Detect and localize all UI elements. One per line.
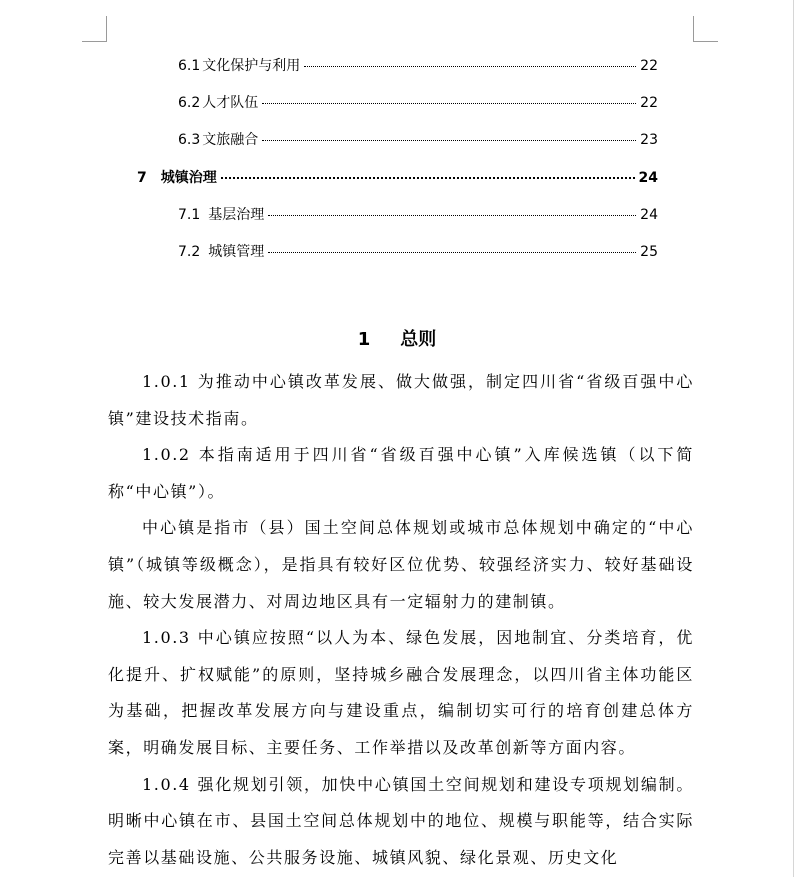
- toc-entry[interactable]: [178, 57, 658, 75]
- section-title: 总则: [400, 329, 437, 350]
- paragraph: 1.0.1 为推动中心镇改革发展、做大做强，制定四川省“省级百强中心镇”建设技术指南。: [108, 372, 694, 428]
- toc-leader-dots: [221, 177, 635, 179]
- toc-entry-number: 7: [137, 170, 147, 186]
- paragraph: 1.0.3 中心镇应按照“以人为本、绿色发展，因地制宜、分类培育，优化提升、扩权赋能”的原则，坚持城乡融合发展理念，以四川省主体功能区为基础，把握改革发展方向与建设重点，编制切实可行的培育创建总体方案，明确发展目标、主要任务、工作举措以及改革创新等方面内容。: [108, 628, 694, 757]
- toc-entry[interactable]: [178, 206, 658, 224]
- body-text: [108, 364, 694, 876]
- toc-entry-page: 24: [640, 207, 658, 223]
- toc-entry-page: 25: [640, 244, 658, 260]
- toc-entry-number: 7.1: [178, 207, 201, 223]
- toc-entry[interactable]: [178, 243, 658, 261]
- toc-entry-title: 文旅融合: [202, 132, 259, 148]
- toc-entry-number: 7.2: [178, 244, 201, 260]
- toc-leader-dots: [262, 140, 636, 141]
- toc-leader-dots: [268, 215, 636, 216]
- toc-entry-page: 22: [640, 58, 658, 74]
- toc-entry-chapter[interactable]: [137, 169, 658, 187]
- crop-mark-top-left: [106, 16, 107, 42]
- toc-leader-dots: [262, 103, 636, 104]
- toc-entry-number: 6.1: [178, 58, 201, 74]
- toc-leader-dots: [268, 252, 636, 253]
- paragraph: 1.0.2 本指南适用于四川省“省级百强中心镇”入库候选镇（以下简称“中心镇”）。: [108, 445, 694, 501]
- toc-entry-number: 6.3: [178, 132, 201, 148]
- toc-leader-dots: [304, 66, 636, 67]
- toc-entry-number: 6.2: [178, 95, 201, 111]
- crop-mark-top-left: [82, 41, 107, 42]
- section-number: 1: [357, 329, 371, 350]
- toc-entry-title: 人才队伍: [202, 95, 259, 111]
- toc-entry-page: 22: [640, 95, 658, 111]
- crop-mark-top-right: [693, 41, 718, 42]
- toc-entry[interactable]: [178, 94, 658, 112]
- crop-mark-top-right: [693, 16, 694, 42]
- toc-entry-title: 基层治理: [208, 207, 265, 223]
- toc-entry-page: 23: [640, 132, 658, 148]
- toc-entry-page: 24: [638, 170, 658, 186]
- paragraph: 中心镇是指市（县）国土空间总体规划或城市总体规划中确定的“中心镇”（城镇等级概念），是指具有较好区位优势、较强经济实力、较好基础设施、较大发展潜力、对周边地区具有一定辐射力的建制镇。: [108, 518, 694, 611]
- toc-entry-title: 城镇治理: [160, 170, 217, 186]
- toc-entry-title: 城镇管理: [208, 244, 265, 260]
- toc-entry-title: 文化保护与利用: [202, 58, 301, 74]
- toc-entry[interactable]: [178, 131, 658, 149]
- paragraph: 1.0.4 强化规划引领，加快中心镇国土空间规划和建设专项规划编制。明晰中心镇在市、县国土空间总体规划中的地位、规模与职能等，结合实际完善以基础设施、公共服务设施、城镇风貌、绿化景观、历史文化: [108, 774, 694, 867]
- section-heading: [0, 328, 794, 352]
